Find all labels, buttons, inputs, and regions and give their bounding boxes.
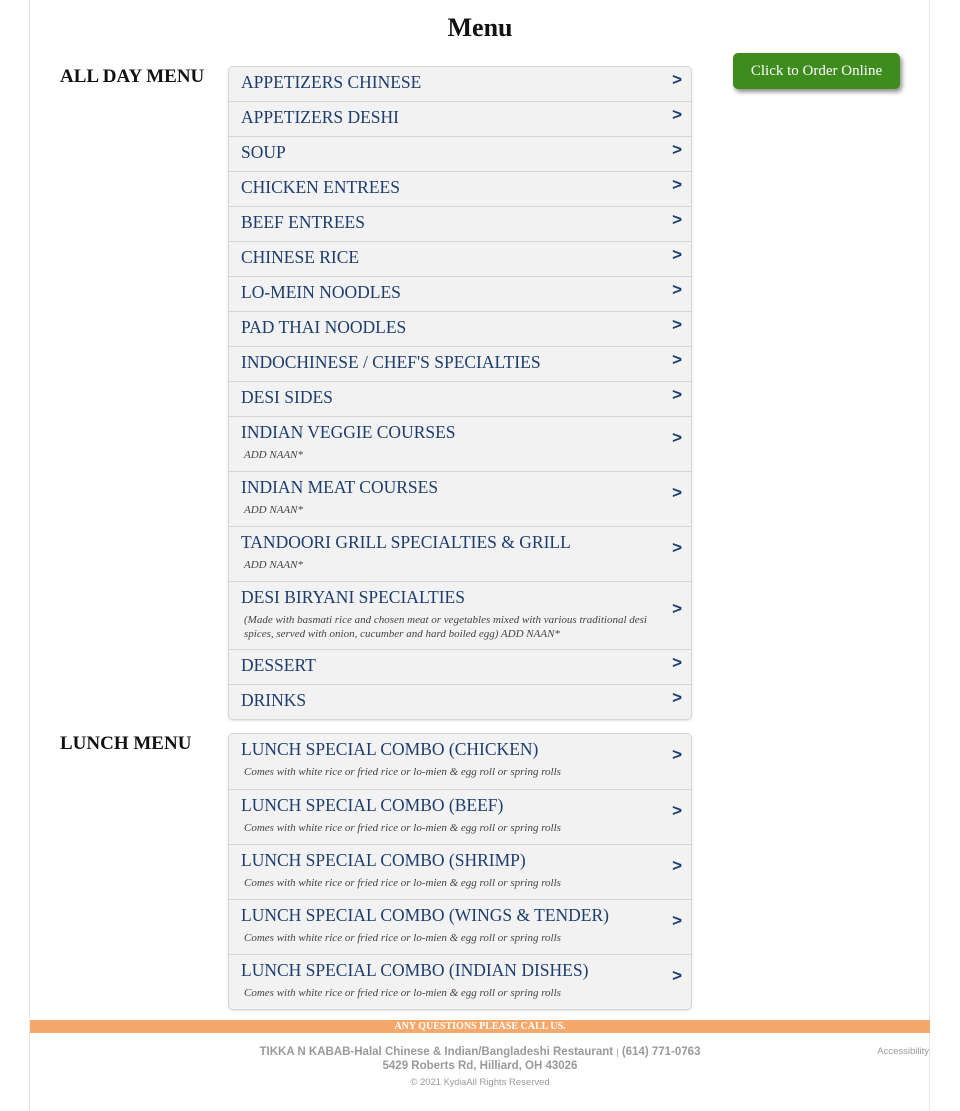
menu-category-item[interactable] bbox=[229, 581, 691, 649]
menu-category-item[interactable] bbox=[229, 844, 691, 899]
menu-category-item[interactable] bbox=[229, 471, 691, 526]
menu-category-item[interactable] bbox=[229, 416, 691, 471]
order-online-button[interactable]: Click to Order Online bbox=[733, 53, 900, 89]
menu-category-item[interactable] bbox=[229, 649, 691, 684]
category-name: DESI BIRYANI SPECIALTIES bbox=[241, 587, 465, 607]
all-day-category-list bbox=[228, 66, 692, 720]
chevron-right-icon: > bbox=[672, 315, 682, 334]
footer-copyright-line bbox=[0, 1077, 960, 1088]
menu-category-item[interactable] bbox=[229, 241, 691, 276]
category-name: CHINESE RICE bbox=[241, 247, 360, 267]
category-name: LO-MEIN NOODLES bbox=[241, 282, 401, 302]
chevron-right-icon: > bbox=[672, 245, 682, 264]
copyright-text: © 2021 bbox=[410, 1077, 442, 1088]
restaurant-address: 5429 Roberts Rd, Hilliard, OH 43026 bbox=[382, 1060, 578, 1072]
chevron-right-icon: > bbox=[672, 653, 682, 672]
chevron-right-icon: > bbox=[672, 599, 682, 618]
footer-restaurant-line bbox=[0, 1046, 960, 1058]
chevron-right-icon: > bbox=[672, 70, 682, 89]
category-description: Comes with white rice or fried rice or lo-mien & egg roll or spring rolls bbox=[244, 766, 561, 778]
category-name: LUNCH SPECIAL COMBO (WINGS & TENDER) bbox=[241, 905, 609, 925]
menu-category-item[interactable] bbox=[229, 101, 691, 136]
lunch-category-list bbox=[228, 733, 692, 1010]
chevron-right-icon: > bbox=[672, 428, 682, 447]
category-name: APPETIZERS DESHI bbox=[241, 107, 399, 127]
category-name: LUNCH SPECIAL COMBO (SHRIMP) bbox=[241, 850, 526, 870]
category-name: CHICKEN ENTREES bbox=[241, 177, 400, 197]
kydia-brand-link[interactable]: Kydia bbox=[443, 1077, 467, 1087]
menu-category-item[interactable] bbox=[229, 684, 691, 719]
menu-category-item[interactable] bbox=[229, 734, 691, 789]
call-us-banner: ANY QUESTIONS PLEASE CALL US. bbox=[30, 1020, 930, 1033]
category-name: INDIAN MEAT COURSES bbox=[241, 477, 439, 497]
chevron-right-icon: > bbox=[672, 350, 682, 369]
menu-category-item[interactable] bbox=[229, 954, 691, 1009]
category-name: PAD THAI NOODLES bbox=[241, 317, 407, 337]
chevron-right-icon: > bbox=[672, 210, 682, 229]
menu-category-item[interactable] bbox=[229, 171, 691, 206]
category-description: ADD NAAN* bbox=[244, 559, 303, 571]
category-name: LUNCH SPECIAL COMBO (CHICKEN) bbox=[241, 739, 539, 759]
category-name: DESI SIDES bbox=[241, 387, 333, 407]
menu-category-item[interactable] bbox=[229, 311, 691, 346]
category-name: DESSERT bbox=[241, 655, 316, 675]
category-name: BEEF ENTREES bbox=[241, 212, 365, 232]
menu-category-item[interactable] bbox=[229, 346, 691, 381]
chevron-right-icon: > bbox=[672, 538, 682, 557]
menu-category-item[interactable] bbox=[229, 67, 691, 101]
all-day-menu-label: ALL DAY MENU bbox=[60, 66, 205, 87]
category-name: INDIAN VEGGIE COURSES bbox=[241, 422, 456, 442]
chevron-right-icon: > bbox=[672, 856, 682, 875]
category-description: ADD NAAN* bbox=[244, 504, 303, 516]
category-name: DRINKS bbox=[241, 690, 307, 710]
menu-category-item[interactable] bbox=[229, 899, 691, 954]
category-description: (Made with basmati rice and chosen meat or vegetables mixed with various traditional desi spices, served with onion, cucumber and hard boiled egg) ADD NAAN* bbox=[244, 614, 647, 640]
category-name: LUNCH SPECIAL COMBO (BEEF) bbox=[241, 795, 504, 815]
phone-link[interactable]: (614) 771-0763 bbox=[621, 1046, 701, 1058]
menu-category-item[interactable] bbox=[229, 789, 691, 844]
menu-category-item[interactable] bbox=[229, 526, 691, 581]
category-name: INDOCHINESE / CHEF'S SPECIALTIES bbox=[241, 352, 541, 372]
chevron-right-icon: > bbox=[672, 175, 682, 194]
menu-category-item[interactable] bbox=[229, 136, 691, 171]
chevron-right-icon: > bbox=[672, 688, 682, 707]
chevron-right-icon: > bbox=[672, 105, 682, 124]
chevron-right-icon: > bbox=[672, 745, 682, 764]
chevron-right-icon: > bbox=[672, 911, 682, 930]
accessibility-link[interactable]: Accessibility bbox=[877, 1046, 929, 1057]
category-name: TANDOORI GRILL SPECIALTIES & GRILL bbox=[241, 532, 571, 552]
rights-text: All Rights Reserved bbox=[466, 1077, 550, 1088]
chevron-right-icon: > bbox=[672, 801, 682, 820]
category-description: Comes with white rice or fried rice or lo-mien & egg roll or spring rolls bbox=[244, 877, 561, 889]
menu-category-item[interactable] bbox=[229, 206, 691, 241]
category-name: SOUP bbox=[241, 142, 286, 162]
menu-category-item[interactable] bbox=[229, 276, 691, 311]
footer-separator: | bbox=[616, 1047, 619, 1057]
chevron-right-icon: > bbox=[672, 280, 682, 299]
category-description: Comes with white rice or fried rice or lo-mien & egg roll or spring rolls bbox=[244, 987, 561, 999]
category-name: LUNCH SPECIAL COMBO (INDIAN DISHES) bbox=[241, 960, 589, 980]
page-title: Menu bbox=[447, 13, 513, 42]
menu-category-item[interactable] bbox=[229, 381, 691, 416]
category-description: ADD NAAN* bbox=[244, 449, 303, 461]
chevron-right-icon: > bbox=[672, 140, 682, 159]
chevron-right-icon: > bbox=[672, 483, 682, 502]
category-description: Comes with white rice or fried rice or lo-mien & egg roll or spring rolls bbox=[244, 932, 561, 944]
chevron-right-icon: > bbox=[672, 385, 682, 404]
category-name: APPETIZERS CHINESE bbox=[241, 72, 422, 92]
restaurant-name: TIKKA N KABAB-Halal Chinese & Indian/Bangladeshi Restaurant bbox=[259, 1046, 614, 1058]
chevron-right-icon: > bbox=[672, 966, 682, 985]
category-description: Comes with white rice or fried rice or lo-mien & egg roll or spring rolls bbox=[244, 822, 561, 834]
lunch-menu-label: LUNCH MENU bbox=[60, 733, 192, 754]
